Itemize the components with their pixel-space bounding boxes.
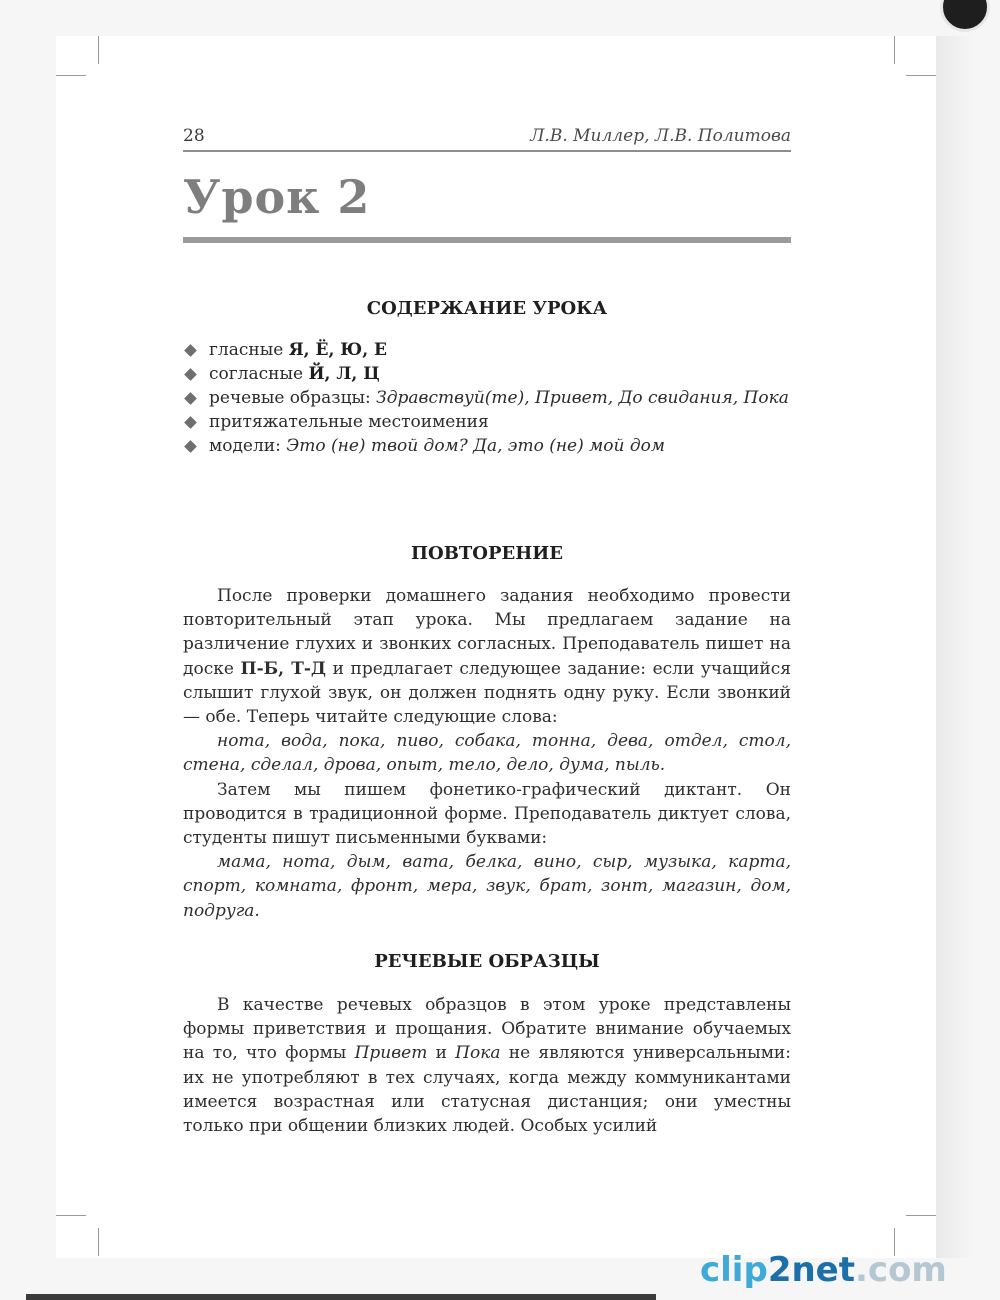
text-run: После проверки домашнего задания необходимо провести повторительный этап урока. Мы предлагаем задание на различение глухих и звонких согласных. Преподаватель пишет на доске bbox=[183, 586, 791, 679]
item-italic: Это (не) твой дом? Да, это (не) мой дом bbox=[286, 436, 665, 456]
crop-mark bbox=[906, 1215, 936, 1216]
item-text: гласные bbox=[209, 340, 289, 360]
watermark-part: clip bbox=[700, 1250, 768, 1290]
watermark-part: 2net bbox=[767, 1250, 855, 1290]
crop-mark bbox=[98, 1228, 99, 1256]
contents-list bbox=[183, 338, 791, 458]
title-rule bbox=[183, 237, 791, 243]
crop-mark bbox=[98, 36, 99, 64]
item-bold: Й, Л, Ц bbox=[308, 364, 380, 384]
diamond-bullet-icon bbox=[184, 440, 197, 453]
list-item bbox=[183, 338, 791, 362]
word-list: нота, вода, пока, пиво, собака, тонна, дева, отдел, стол, стена, сделал, дрова, опыт, тело, дело, дума, пыль. bbox=[183, 731, 791, 776]
text-italic: Привет bbox=[354, 1043, 428, 1064]
speech-heading: РЕЧЕВЫЕ ОБРАЗЦЫ bbox=[374, 951, 600, 972]
word-list: мама, нота, дым, вата, белка, вино, сыр, музыка, карта, спорт, комната, фронт, мера, звук, брат, зонт, магазин, дом, подруга. bbox=[183, 852, 791, 921]
text-run: и bbox=[427, 1043, 456, 1064]
list-item bbox=[183, 362, 791, 386]
speech-paragraph bbox=[183, 993, 791, 1138]
crop-mark bbox=[56, 75, 86, 76]
item-text: притяжательные местоимения bbox=[209, 412, 489, 432]
review-paragraph: Затем мы пишем фонетико-графический диктант. Он проводится в традиционной форме. Преподаватель диктует слова, студенты пишут письменными буквами: bbox=[183, 779, 791, 849]
review-paragraph bbox=[183, 584, 791, 729]
list-item bbox=[183, 386, 791, 410]
item-italic: Здравствуй(те), Привет, До свидания, Пока bbox=[376, 388, 789, 408]
contents-heading: СОДЕРЖАНИЕ УРОКА bbox=[366, 298, 608, 319]
item-text: согласные bbox=[209, 364, 309, 384]
review-section bbox=[183, 584, 791, 923]
bottom-bar bbox=[26, 1294, 656, 1300]
text-run: и предлагает следующее задание: если учащийся слышит глухой звук, он должен поднять одну руку. Если звонкий — обе. Теперь читайте следующие слова: bbox=[183, 658, 791, 728]
page-shadow bbox=[936, 36, 974, 1258]
diamond-bullet-icon bbox=[184, 416, 197, 429]
list-item bbox=[183, 434, 791, 458]
diamond-bullet-icon bbox=[184, 344, 197, 357]
text-italic: Пока bbox=[455, 1043, 501, 1064]
crop-mark bbox=[56, 1215, 86, 1216]
authors: Л.В. Миллер, Л.В. Политова bbox=[530, 126, 791, 146]
watermark-part: .com bbox=[855, 1250, 947, 1290]
text-bold: П-Б, Т-Д bbox=[240, 658, 327, 679]
speech-section bbox=[183, 993, 791, 1138]
item-text: модели: bbox=[209, 436, 287, 456]
crop-mark bbox=[894, 36, 895, 64]
clip2net-watermark bbox=[700, 1250, 947, 1290]
review-heading: ПОВТОРЕНИЕ bbox=[411, 543, 563, 564]
page-number: 28 bbox=[183, 126, 205, 146]
list-item bbox=[183, 410, 791, 434]
crop-mark bbox=[906, 75, 936, 76]
diamond-bullet-icon bbox=[184, 392, 197, 405]
item-text: речевые образцы: bbox=[209, 388, 377, 408]
running-header bbox=[183, 126, 791, 152]
lesson-title: Урок 2 bbox=[183, 170, 371, 224]
corner-badge bbox=[940, 0, 990, 32]
text-run: не являются универсальными: их не употребляют в тех случаях, когда между коммуникантами имеется возрастная или статусная дистанция; они уместны только при общении близких людей. Особых усилий bbox=[183, 1043, 791, 1137]
item-bold: Я, Ё, Ю, Е bbox=[288, 340, 387, 360]
diamond-bullet-icon bbox=[184, 368, 197, 381]
text-run: В качестве речевых образцов в этом уроке представлены формы приветствия и прощания. Обратите внимание обучаемых на то, что формы bbox=[183, 995, 791, 1064]
